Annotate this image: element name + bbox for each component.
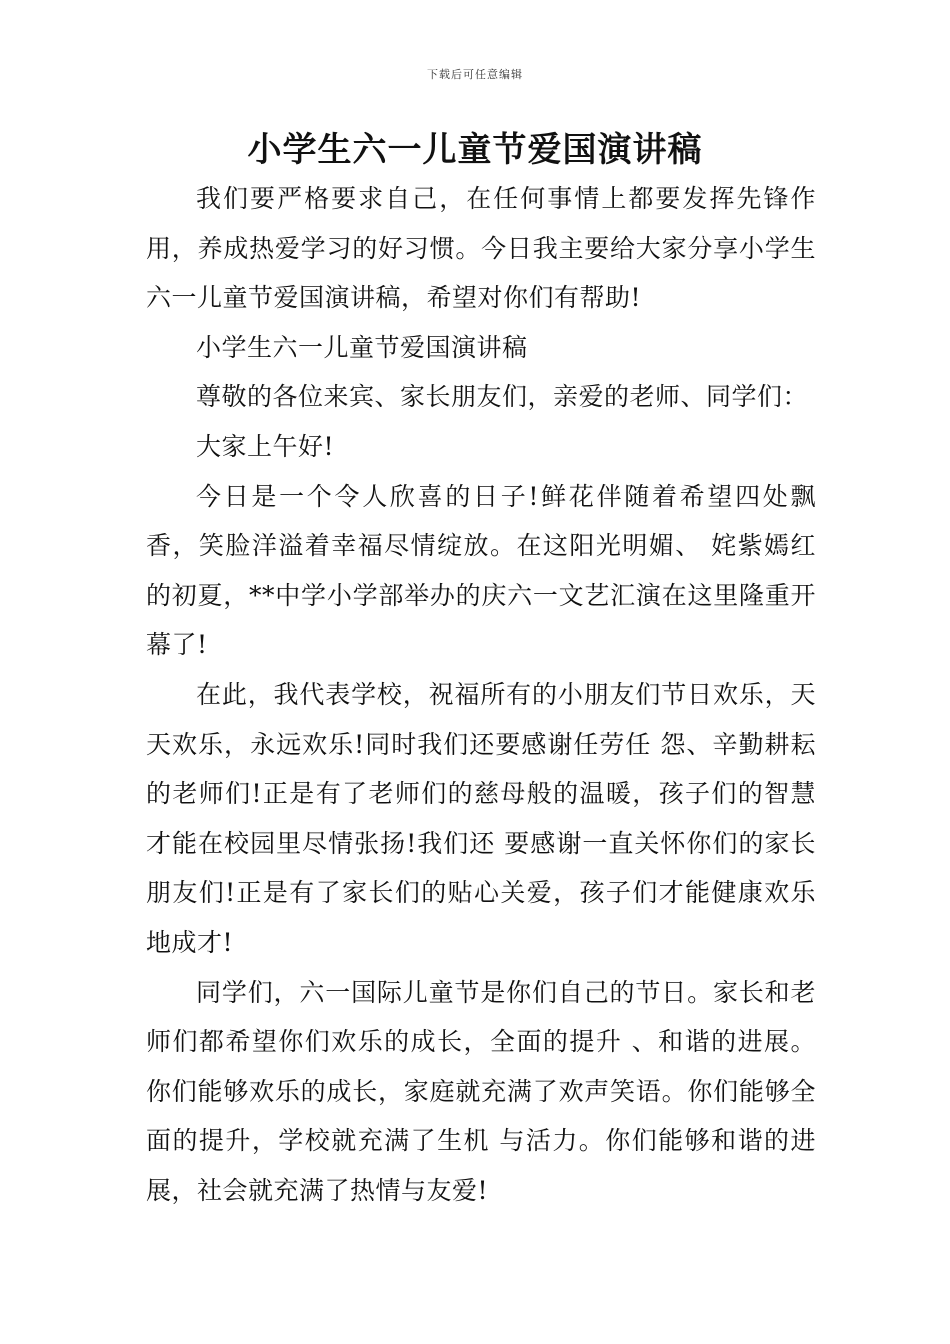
paragraph-opening: 今日是一个令人欣喜的日子!鲜花伴随着希望四处飘香，笑脸洋溢着幸福尽情绽放。在这阳光明媚、 姹紫嫣红的初夏，**中学小学部举办的庆六一文艺汇演在这里隆重开幕了! — [146, 481, 816, 660]
paragraph-students: 同学们，六一国际儿童节是你们自己的节日。家长和老师们都希望你们欢乐的成长，全面的提升 、和谐的进展。你们能够欢乐的成长，家庭就充满了欢声笑语。你们能够全面的提升，学校就充满了生机 与活力。你们能够和谐的进展，社会就充满了热情与友爱! — [146, 977, 816, 1205]
paragraph-thanks: 在此，我代表学校，祝福所有的小朋友们节日欢乐，天天欢乐，永远欢乐!同时我们还要感谢任劳任 怨、辛勤耕耘的老师们!正是有了老师们的慈母般的温暖，孩子们的智慧才能在校园里尽情张扬!我们还 要感谢一直关怀你们的家长朋友们!正是有了家长们的贴心关爱，孩子们才能健康欢乐地成才! — [146, 679, 816, 957]
paragraph-salutation: 尊敬的各位来宾、家长朋友们，亲爱的老师、同学们： — [196, 382, 809, 412]
paragraph-subtitle: 小学生六一儿童节爱国演讲稿 — [196, 332, 528, 362]
paragraph-intro: 我们要严格要求自己，在任何事情上都要发挥先锋作用，养成热爱学习的好习惯。今日我主要给大家分享小学生六一儿童节爱国演讲稿，希望对你们有帮助! — [146, 184, 816, 313]
header-note: 下载后可任意编辑 — [427, 68, 523, 81]
document-title: 小学生六一儿童节爱国演讲稿 — [247, 130, 703, 170]
document-body — [146, 174, 816, 1215]
paragraph-greeting: 大家上午好! — [196, 431, 335, 461]
